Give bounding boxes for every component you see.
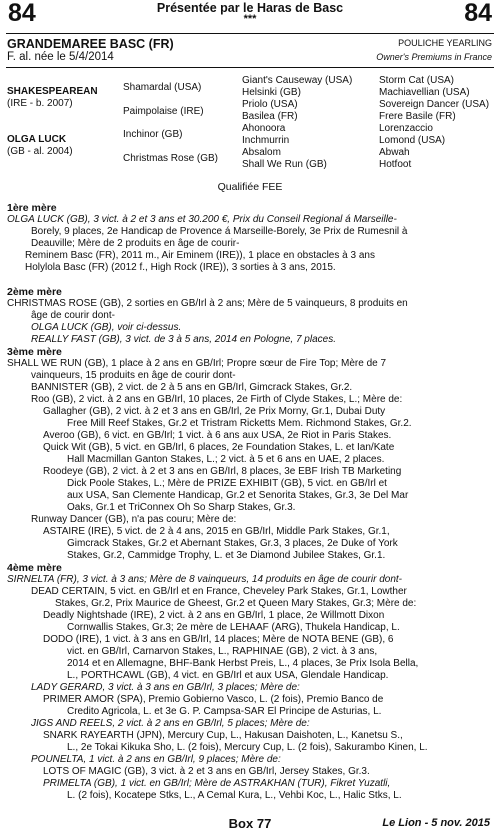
produce-line: L., PORTHCAWL (GB), 4 vict. en GB/Irl et aux USA, Glendale Handicap. xyxy=(67,670,389,681)
pedigree-gen4: Lorenzaccio xyxy=(379,123,433,134)
lot-number-right: 84 xyxy=(464,0,492,27)
pedigree-gen2: Christmas Rose (GB) xyxy=(123,153,219,164)
pedigree-gen3: Ahonoora xyxy=(242,123,286,134)
dam-line: OLGA LUCK (GB), 3 vict. à 2 et 3 ans et 30.200 €, Prix du Conseil Regional á Marseille- xyxy=(7,214,397,225)
produce-line: PRIMELTA (GB), 1 vict. en GB/Irl; Mère de ASTRAKHAN (TUR), Fikret Yuzatli, xyxy=(43,778,391,789)
produce-line: BANNISTER (GB), 2 vict. de 2 à 5 ans en GB/Irl, Gimcrack Stakes, Gr.2. xyxy=(31,382,353,393)
produce-line: REALLY FAST (GB), 3 vict. de 3 à 5 ans, 2014 en Pologne, 7 places. xyxy=(31,334,336,345)
section-heading: 3ème mère xyxy=(7,346,62,358)
produce-line: L. (2 fois), Kocatepe Stks, L., A Cemal Kura, L., Vehbi Koc, L., Halic Stks, L. xyxy=(67,790,402,801)
owners-premiums: Owner's Premiums in France xyxy=(376,52,492,62)
section-heading: 4ème mère xyxy=(7,562,62,574)
pedigree-gen4: Hotfoot xyxy=(379,159,412,170)
produce-line: Holylola Basc (FR) (2012 f., High Rock (IRE)), 3 sorties à 3 ans, 2015. xyxy=(25,262,336,273)
produce-line: Roo (GB), 2 vict. à 2 ans en GB/Irl, 10 places, 2e Firth of Clyde Stakes, L.; Mère de: xyxy=(31,394,403,405)
first-dam-section xyxy=(7,202,494,274)
produce-line: aux USA, San Clemente Handicap, Gr.2 et Senorita Stakes, Gr.3, 3e Del Mar xyxy=(67,490,409,501)
produce-line: vict. en GB/Irl, Carnarvon Stakes, L., RAPHINAE (GB), 2 vict. à 3 ans, xyxy=(67,646,378,657)
pedigree-gen3: Priolo (USA) xyxy=(242,99,298,110)
pedigree-gen2: Paimpolaise (IRE) xyxy=(123,106,204,117)
section-heading: 1ère mère xyxy=(7,202,57,214)
sex-age: POULICHE YEARLING xyxy=(398,38,492,48)
third-dam-section xyxy=(7,346,494,562)
dam-line: âge de courir dont- xyxy=(31,310,115,321)
pedigree-gen2: Inchinor (GB) xyxy=(123,129,183,140)
dam-line: CHRISTMAS ROSE (GB), 2 sorties en GB/Irl à 2 ans; Mère de 5 vainqueurs, 8 produits en xyxy=(7,298,408,309)
produce-line: Gallagher (GB), 2 vict. à 2 et 3 ans en GB/Irl, 2e Prix Morny, Gr.1, Dubai Duty xyxy=(43,406,386,417)
pedigree-gen4: Machiavellian (USA) xyxy=(379,87,470,98)
fourth-dam-section xyxy=(7,562,494,802)
produce-line: LADY GERARD, 3 vict. à 3 ans en GB/Irl, 3 places; Mère de: xyxy=(31,682,300,693)
pedigree-gen3: Helsinki (GB) xyxy=(242,87,301,98)
pedigree-gen2: Shamardal (USA) xyxy=(123,82,202,93)
produce-line: LOTS OF MAGIC (GB), 3 vict. à 2 et 3 ans en GB/Irl, Jersey Stakes, Gr.3. xyxy=(43,766,370,777)
pedigree-gen3: Basilea (FR) xyxy=(242,111,298,122)
produce-line: PRIMER AMOR (SPA), Premio Gobierno Vasco, L. (2 fois), Premio Banco de xyxy=(43,694,384,705)
horse-name: GRANDEMAREE BASC (FR) xyxy=(7,37,174,51)
produce-line: JIGS AND REELS, 2 vict. à 2 ans en GB/Irl, 5 places; Mère de: xyxy=(31,718,310,729)
produce-line: Hall Macmillan Ganton Stakes, L.; 2 vict. à 5 et 6 ans en UAE, 2 places. xyxy=(67,454,385,465)
produce-line: POUNELTA, 1 vict. à 2 ans en GB/Irl, 9 places; Mère de: xyxy=(31,754,281,765)
dam-line: SIRNELTA (FR), 3 vict. à 3 ans; Mère de 8 vainqueurs, 14 produits en âge de courir dont- xyxy=(7,574,403,585)
foaling-info: F. al. née le 5/4/2014 xyxy=(7,51,114,63)
pedigree-gen3: Shall We Run (GB) xyxy=(242,159,327,170)
produce-line: OLGA LUCK (GB), voir ci-dessus. xyxy=(31,322,182,333)
produce-line: Free Mill Reef Stakes, Gr.2 et Tristram Ricketts Mem. Richmond Stakes, Gr.2. xyxy=(67,418,412,429)
produce-line: DEAD CERTAIN, 5 vict. en GB/Irl et en France, Cheveley Park Stakes, Gr.1, Lowther xyxy=(31,586,407,597)
dam-name: OLGA LUCK xyxy=(7,134,67,145)
second-dam-section xyxy=(7,286,494,346)
produce-line: Oaks, Gr.1 et TriConnex Oh So Sharp Stakes, Gr.3. xyxy=(67,502,296,513)
produce-line: Reminem Basc (FR), 2011 m., Air Eminem (IRE)), 1 place en obstacles à 3 ans xyxy=(25,250,375,261)
dam-info: (GB - al. 2004) xyxy=(7,146,73,157)
produce-line: Gimcrack Stakes, Gr.2 et Abernant Stakes, Gr.3, 3 places, 2e Duke of York xyxy=(67,538,398,549)
pedigree-gen4: Storm Cat (USA) xyxy=(379,75,455,86)
qualification: Qualifiée FEE xyxy=(217,181,283,193)
box-number: Box 77 xyxy=(228,816,272,831)
produce-line: Stakes, Gr.2, Cammidge Trophy, L. et 3e Diamond Jubilee Stakes, Gr.1. xyxy=(67,550,386,561)
lot-number-left: 84 xyxy=(8,0,36,27)
pedigree-gen3: Absalom xyxy=(242,147,281,158)
produce-line: L., 2e Tokai Kikuka Sho, L. (2 fois), Mercury Cup, L. (2 fois), Sakurambo Kinen, L. xyxy=(67,742,428,753)
dam-line: Borely, 9 places, 2e Handicap de Provence á Marseille-Borely, 3e Prix de Rumesnil à xyxy=(31,226,408,237)
pedigree-gen3: Giant's Causeway (USA) xyxy=(242,75,353,86)
produce-line: Runway Dancer (GB), n'a pas couru; Mère de: xyxy=(31,514,237,525)
produce-line: SNARK RAYEARTH (JPN), Mercury Cup, L., Hakusan Daishoten, L., Kanetsu S., xyxy=(43,730,403,741)
produce-line: DODO (IRE), 1 vict. à 3 ans en GB/Irl, 14 places; Mère de NOTA BENE (GB), 6 xyxy=(43,634,394,645)
produce-line: 2014 et en Allemagne, BHF-Bank Herbst Preis, L., 4 places, 3e Prix Isola Bella, xyxy=(67,658,419,669)
produce-line: ASTAIRE (IRE), 5 vict. de 2 à 4 ans, 2015 en GB/Irl, Middle Park Stakes, Gr.1, xyxy=(43,526,390,537)
sire-info: (IRE - b. 2007) xyxy=(7,98,73,109)
dam-line: Deauville; Mère de 2 produits en âge de courir- xyxy=(31,238,240,249)
pedigree-gen4: Frere Basile (FR) xyxy=(379,111,456,122)
pedigree-gen4: Abwah xyxy=(379,147,410,158)
produce-line: Cornwallis Stakes, Gr.3; 2e mère de LEHAAF (ARG), Thukela Handicap, L. xyxy=(67,622,400,633)
dam-line: SHALL WE RUN (GB), 1 place à 2 ans en GB/Irl; Propre sœur de Fire Top; Mère de 7 xyxy=(7,358,387,369)
produce-line: Averoo (GB), 6 vict. en GB/Irl; 1 vict. à 6 ans aux USA, 2e Riot in Paris Stakes. xyxy=(43,430,392,441)
sire-name: SHAKESPEAREAN xyxy=(7,86,98,97)
dam-line: vainqueurs, 15 produits en âge de courir dont- xyxy=(31,370,236,381)
pedigree-gen4: Sovereign Dancer (USA) xyxy=(379,99,490,110)
sale-date: Le Lion - 5 nov. 2015 xyxy=(382,817,490,829)
produce-line: Dick Poole Stakes, L.; Mère de PRIZE EXHIBIT (GB), 5 vict. en GB/Irl et xyxy=(67,478,387,489)
pedigree-rule xyxy=(6,67,494,68)
stars: *** xyxy=(243,13,257,25)
section-heading: 2ème mère xyxy=(7,286,62,298)
pedigree-gen3: Inchmurrin xyxy=(242,135,290,146)
produce-line: Deadly Nightshade (IRE), 2 vict. à 2 ans en GB/Irl, 1 place, 2e Willmott Dixon xyxy=(43,610,385,621)
produce-line: Roodeye (GB), 2 vict. à 2 et 3 ans en GB/Irl, 8 places, 3e EBF Irish TB Marketing xyxy=(43,466,402,477)
pedigree-gen4: Lomond (USA) xyxy=(379,135,446,146)
presenter-line: Présentée par le Haras de Basc xyxy=(156,1,344,15)
produce-line: Credito Agricola, L. et 3e G. P. Campsa-SAR El Principe de Asturias, L. xyxy=(67,706,382,717)
produce-line: Stakes, Gr.2, Prix Maurice de Gheest, Gr.2 et Queen Mary Stakes, Gr.3; Mère de: xyxy=(55,598,417,609)
produce-line: Quick Wit (GB), 5 vict. en GB/Irl, 6 places, 2e Foundation Stakes, L. et Ian/Kate xyxy=(43,442,395,453)
header-rule xyxy=(6,33,494,34)
